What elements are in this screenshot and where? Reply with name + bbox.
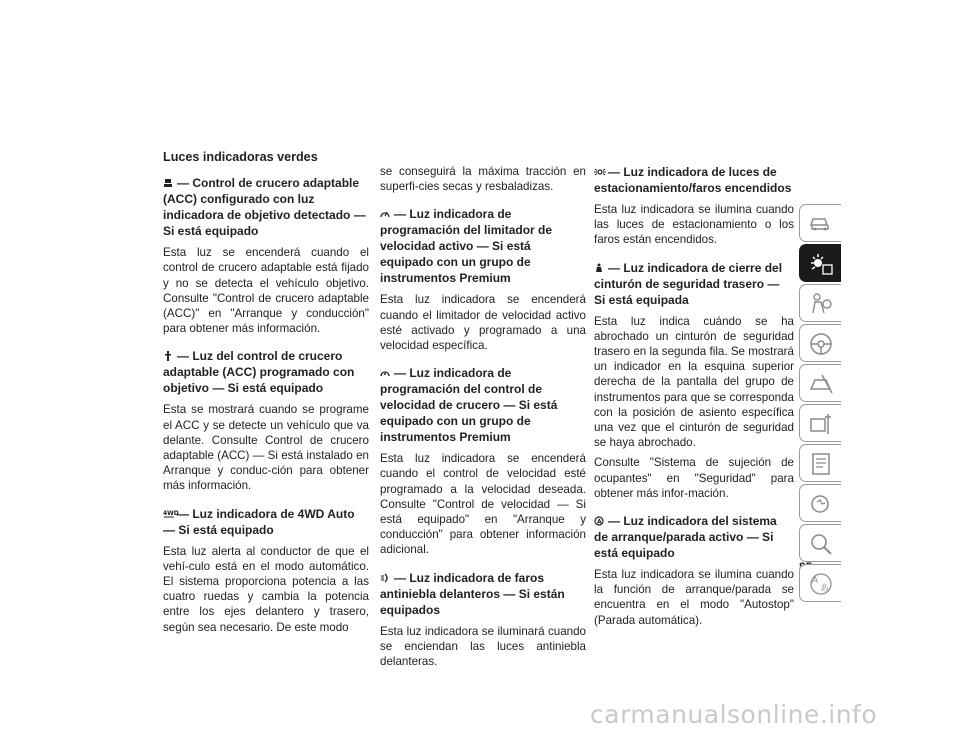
chapter-tab[interactable] [799, 204, 841, 242]
entry-heading-text: — Luz indicadora del sistema de arranque/parada activo — Si está equipado [594, 514, 777, 561]
entry-heading [594, 513, 794, 561]
entry-heading-text: — Luz indicadora de cierre del cinturón de seguridad trasero — Si está equipada [594, 260, 783, 307]
entry-paragraph: Esta luz se encenderá cuando el control de crucero adaptable está fijado y no se detecta el vehículo objetivo. Consulte "Control de crucero adaptable (ACC)" en "Arranque y conducción" para obtener más información. [163, 246, 369, 336]
entries [380, 206, 586, 669]
entries [163, 175, 369, 635]
column-left [163, 150, 369, 647]
chapter-tabs [799, 204, 841, 604]
chapter-tab[interactable] [799, 564, 841, 602]
chapter-tab[interactable] [799, 524, 841, 562]
chapter-tab[interactable] [799, 284, 841, 322]
svg-text:A: A [597, 518, 602, 526]
svg-text:A: A [812, 576, 819, 586]
entry-heading-text: — Control de crucero adaptable (ACC) configurado con luz indicadora de objetivo detectado — Si está equipado [163, 176, 366, 239]
chapter-tab[interactable] [799, 404, 841, 442]
watermark: carmanualsonline.info [590, 700, 878, 729]
entry-heading-text: — Luz indicadora de programación del limitador de velocidad activo — Si está equipado con un grupo de instrumentos Premium [380, 207, 553, 286]
indicator-entry [594, 260, 794, 501]
indicator-entry [163, 348, 369, 493]
emergency-icon [808, 371, 834, 397]
entry-heading [380, 206, 586, 286]
section-title: Luces indicadoras verdes [163, 150, 318, 164]
entry-heading-text: — Luz indicadora de 4WD Auto — Si está equipado [163, 506, 355, 537]
entries [594, 164, 794, 628]
continuation-paragraph: se conseguirá la máxima tracción en superfi-cies secas y resbaladizas. [380, 165, 586, 194]
entry-heading-text: — Luz indicadora de programación del control de velocidad de crucero — Si está equipado con un grupo de instrumentos Premium [380, 366, 558, 445]
entry-heading [594, 260, 794, 308]
maintenance-schedule-icon [808, 451, 834, 477]
indicator-entry [594, 164, 794, 248]
chapter-tab[interactable] [799, 244, 841, 282]
car-info-icon [808, 211, 834, 237]
entry-paragraph: Esta luz indicadora se ilumina cuando la función de arranque/parada se encuentra en el modo "Autostop" (Parada automática). [594, 568, 794, 627]
svg-text:4WD: 4WD [163, 509, 179, 517]
entry-heading [380, 365, 586, 445]
entry-heading-text: — Luz del control de crucero adaptable (ACC) programado con objetivo — Si está equipado [163, 349, 355, 396]
stop-start-icon [594, 514, 604, 524]
entry-paragraph: Esta luz indicadora se iluminará cuando se enciendan las luces antiniebla delanteras. [380, 624, 586, 669]
indicator-entry [380, 365, 586, 557]
parking-lights-icon [594, 165, 604, 175]
rear-seatbelt-icon [594, 261, 604, 271]
entry-heading [380, 570, 586, 618]
entry-heading [163, 348, 369, 396]
warning-lights-icon [808, 251, 834, 277]
front-fog-icon [380, 571, 390, 581]
svg-text:あ: あ [820, 584, 830, 594]
adaptive-cruise-set-icon [163, 349, 173, 359]
adaptive-cruise-target-icon [163, 176, 173, 186]
chapter-tab[interactable] [799, 324, 841, 362]
entry-heading [163, 506, 369, 538]
indicator-entry [163, 506, 369, 635]
4wd-auto-icon [163, 507, 179, 517]
multimedia-icon [808, 491, 834, 517]
indicator-entry [380, 206, 586, 353]
indicator-entry [594, 513, 794, 628]
speed-limiter-icon [380, 207, 390, 217]
entry-paragraph: Esta se mostrará cuando se programe el ACC y se detecte un vehículo que va delante. Consulte Control de crucero adaptable (ACC) — Si está instalado en Arranque y conduc-ción para obtener más información. [163, 403, 369, 493]
airbag-safety-icon [808, 291, 834, 317]
entry-heading [163, 175, 369, 239]
entry-paragraph: Esta luz alerta al conductor de que el vehí-culo está en el modo automático. El sistema proporciona potencia a las cuatro ruedas y cambia la potencia entre los ejes delantero y trasero, según sea necesario. De este modo [163, 544, 369, 634]
indicator-entry [163, 175, 369, 336]
chapter-tab[interactable] [799, 364, 841, 402]
entry-paragraph: Esta luz indicadora se encenderá cuando el limitador de velocidad activo esté activado y programado a una velocidad específica. [380, 293, 586, 353]
cruise-set-icon [380, 366, 390, 376]
chapter-tab[interactable] [799, 484, 841, 522]
entry-heading-text: — Luz indicadora de luces de estacionamiento/faros encendidos [594, 165, 792, 195]
chapter-tab[interactable] [799, 444, 841, 482]
entry-paragraph: Esta luz indicadora se ilumina cuando las luces de estacionamiento o los faros están encendidos. [594, 203, 794, 247]
column-middle [380, 164, 586, 681]
indicator-entry [380, 570, 586, 670]
languages-icon [808, 571, 834, 597]
steering-wheel-icon [808, 331, 834, 357]
column-right [594, 164, 794, 640]
entry-heading [594, 164, 794, 196]
entry-heading-text: — Luz indicadora de faros antiniebla delanteros — Si están equipados [380, 570, 565, 617]
index-search-icon [808, 531, 834, 557]
entry-paragraph: Esta luz indicadora se encenderá cuando el control de velocidad esté programado a la velocidad deseada. Consulte "Control de velocidad — Si está equipado" en "Arranque y conducción" para obtener información adicional. [380, 452, 586, 557]
entry-paragraph: Consulte "Sistema de sujeción de ocupantes" en "Seguridad" para obtener más infor-mación. [594, 456, 794, 500]
service-tools-icon [808, 411, 834, 437]
entry-paragraph: Esta luz indica cuándo se ha abrochado un cinturón de seguridad trasero en la segunda fila. Se mostrará un indicador en la esquina superior derecha de la pantalla del grupo de instrumentos para que se corresponda con la posición de asiento específica una vez que el cinturón de seguridad se haya abrochado. [594, 314, 794, 450]
